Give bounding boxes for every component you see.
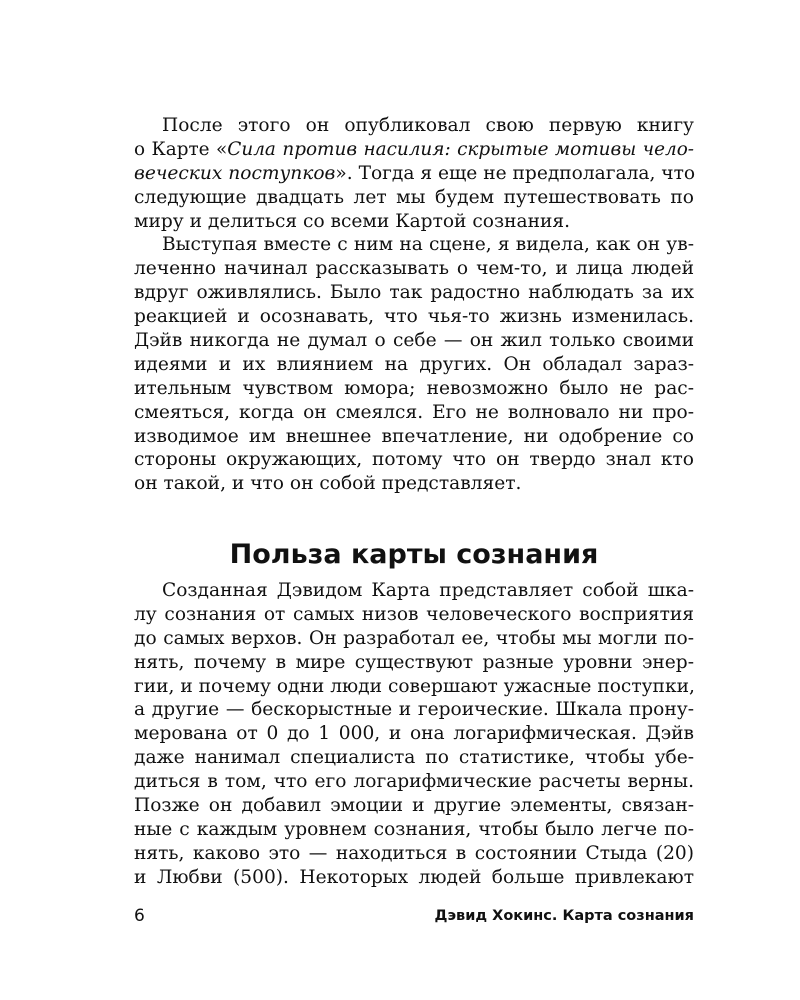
body-text-top	[134, 114, 694, 496]
paragraph-2-line-10: стороны окружающих, потому что он твердо знал кто	[134, 449, 694, 471]
book-title-italic-part-1: Сила против насилия: скрытые мотивы чело-	[227, 138, 694, 160]
paragraph-2-line-5: Дэйв никогда не думал о себе — он жил только своими	[134, 330, 694, 352]
running-title: Дэвид Хокинс. Карта сознания	[434, 908, 694, 924]
paragraph-3-line-1: Созданная Дэвидом Карта представляет собой шка-	[162, 580, 694, 601]
page-number: 6	[134, 906, 145, 926]
paragraph-3-line-4: нять, почему в мире существуют разные уровни энер-	[134, 651, 694, 673]
paragraph-3-line-5: гии, и почему одни люди совершают ужасные поступки,	[134, 675, 695, 697]
paragraph-3-line-9: диться в том, что его логарифмические расчеты верны.	[134, 771, 694, 793]
paragraph-2-line-11: он такой, и что он собой представляет.	[134, 473, 522, 495]
paragraph-1-line-3	[134, 162, 694, 186]
paragraph-3-line-10: Позже он добавил эмоции и другие элементы, связан-	[134, 795, 694, 817]
paragraph-3-line-3: до самых верхов. Он разработал ее, чтобы мы могли по-	[134, 627, 694, 649]
paragraph-2-line-2: леченно начинал рассказывать о чем-то, и лица людей	[134, 258, 694, 280]
paragraph-2-line-8: смеяться, когда он смеялся. Его не волновало ни про-	[134, 401, 694, 423]
paragraph-3-line-6: а другие — бескорыстные и героические. Шкала прону-	[134, 699, 694, 721]
paragraph-2-line-7: ительным чувством юмора; невозможно было не рас-	[134, 377, 694, 399]
paragraph-2-line-3: вдруг оживлялись. Было так радостно наблюдать за их	[134, 282, 694, 304]
body-text-bottom	[134, 579, 694, 890]
paragraph-2-line-1: Выступая вместе с ним на сцене, я видела, как он ув-	[162, 234, 694, 256]
paragraph-1-line-5: миру и делиться со всеми Картой сознания.	[134, 210, 571, 232]
book-ref-prefix: о Карте «	[134, 138, 228, 160]
book-title-italic-part-2: веческих поступков	[134, 162, 336, 184]
paragraph-3-line-11: ные с каждым уровнем сознания, чтобы было легче по-	[134, 818, 694, 840]
book-ref-suffix: ». Тогда я еще не предполагала, что	[335, 162, 696, 184]
paragraph-3-line-8: даже нанимал специалиста по статистике, чтобы убе-	[134, 747, 694, 769]
paragraph-3-line-7: мерована от 0 до 1 000, и она логарифмическая. Дэйв	[134, 723, 694, 745]
paragraph-3-line-13: и Любви (500). Некоторых людей больше привлекают	[134, 866, 694, 888]
paragraph-3-line-2: лу сознания от самых низов человеческого восприятия	[134, 603, 694, 625]
section-heading: Польза карты сознания	[229, 539, 599, 570]
paragraph-2-line-4: реакцией и осознавать, что чья-то жизнь изменилась.	[134, 306, 694, 328]
paragraph-1-line-1: После этого он опубликовал свою первую книгу	[162, 115, 694, 136]
paragraph-1-line-4: следующие двадцать лет мы будем путешествовать по	[134, 186, 694, 208]
paragraph-1-line-2	[134, 138, 694, 162]
paragraph-3-line-12: нять, каково это — находиться в состоянии Стыда (20)	[134, 842, 694, 864]
paragraph-2-line-6: идеями и их влиянием на других. Он обладал зараз-	[134, 353, 694, 375]
paragraph-2-line-9: изводимое им внешнее впечатление, ни одобрение со	[134, 425, 694, 447]
